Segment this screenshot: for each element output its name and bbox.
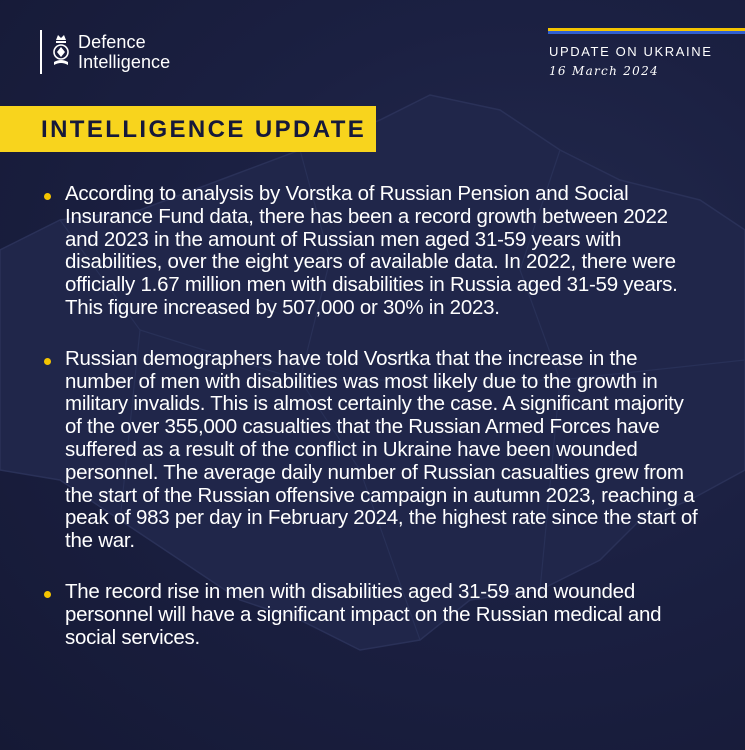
crest-icon — [50, 32, 72, 72]
intelligence-update-banner — [0, 106, 376, 152]
bullet-dot-icon — [44, 193, 51, 200]
defence-intelligence-logo — [40, 30, 170, 74]
bullet-list — [44, 183, 704, 677]
logo-divider — [40, 30, 42, 74]
logo-line-2: Intelligence — [78, 52, 171, 72]
bullet-text: According to analysis by Vorstka of Russian Pension and Social Insurance Fund data, there has been a record growth between 2022 and 2023 in the amount of Russian men aged 31-59 years with disabilities, over the eight years of available data. In 2022, there were officially 1.67 million men with disabilities in Russia aged 31-59 years. This figure increased by 507,000 or 30% in 2023. — [65, 182, 678, 319]
update-date: 16 March 2024 — [549, 64, 659, 78]
bullet-item — [44, 183, 704, 320]
bullet-text: Russian demographers have told Vosrtka that the increase in the number of men with disabilities was most likely due to the growth in military invalids. This is almost certainly the case. A significant majority of the over 355,000 casualties that the Russian Armed Forces have suffered as a result of the conflict in Ukraine have been wounded personnel. The average daily number of Russian casualties grew from the start of the Russian offensive campaign in autumn 2023, reaching a peak of 983 per day in February 2024, the highest rate since the start of the war. — [65, 346, 698, 553]
bullet-dot-icon — [44, 358, 51, 365]
logo-text — [78, 32, 170, 72]
bullet-item — [44, 348, 704, 553]
banner-title: INTELLIGENCE UPDATE — [41, 116, 367, 143]
bullet-dot-icon — [44, 591, 51, 598]
update-title: UPDATE ON UKRAINE — [549, 44, 713, 59]
bullet-item — [44, 581, 704, 649]
bullet-text: The record rise in men with disabilities aged 31-59 and wounded personnel will have a significant impact on the Russian medical and social services. — [65, 579, 662, 649]
logo-line-1: Defence — [78, 32, 146, 52]
flag-stripe-blue — [548, 31, 745, 34]
